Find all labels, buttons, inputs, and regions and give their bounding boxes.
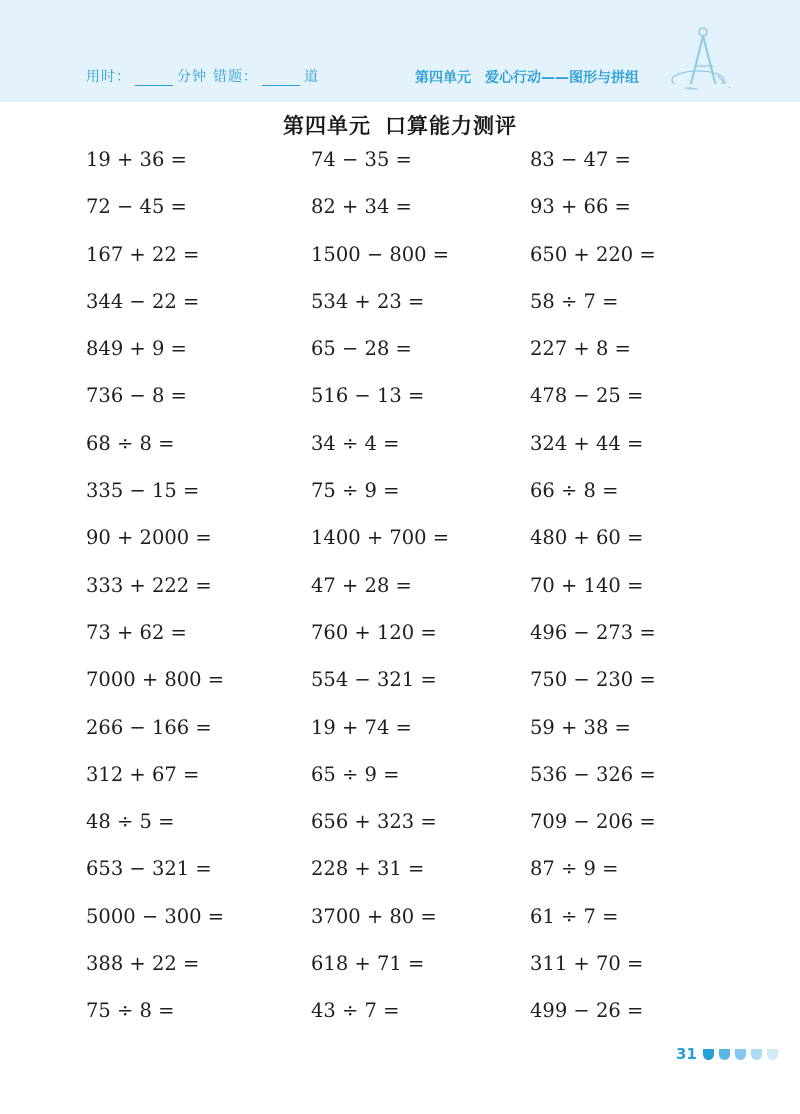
problem-14: 65 − 28 = xyxy=(311,337,412,361)
problem-44: 656 + 323 = xyxy=(311,810,437,834)
timer-line xyxy=(86,66,319,86)
problem-46: 653 − 321 = xyxy=(86,857,212,881)
problem-41: 65 ÷ 9 = xyxy=(311,762,400,786)
problem-16: 736 − 8 = xyxy=(86,384,187,408)
problem-48: 87 ÷ 9 = xyxy=(530,857,619,881)
problem-23: 75 ÷ 9 = xyxy=(311,479,400,503)
problem-45: 709 − 206 = xyxy=(530,810,656,834)
problem-39: 59 + 38 = xyxy=(530,715,631,739)
problem-11: 534 + 23 = xyxy=(311,289,425,313)
problem-49: 5000 − 300 = xyxy=(86,904,225,928)
problem-17: 516 − 13 = xyxy=(311,384,425,408)
problem-55: 75 ÷ 8 = xyxy=(86,999,175,1023)
problem-34: 7000 + 800 = xyxy=(86,668,225,692)
problem-20: 34 ÷ 4 = xyxy=(311,431,400,455)
problem-31: 73 + 62 = xyxy=(86,620,187,644)
problem-30: 70 + 140 = xyxy=(530,573,644,597)
errors-unit: 道 xyxy=(304,69,319,85)
problem-21: 324 + 44 = xyxy=(530,431,644,455)
problem-50: 3700 + 80 = xyxy=(311,904,437,928)
problem-22: 335 − 15 = xyxy=(86,479,200,503)
problem-51: 61 ÷ 7 = xyxy=(530,904,619,928)
errors-blank[interactable] xyxy=(262,71,300,86)
problem-13: 849 + 9 = xyxy=(86,337,187,361)
problem-10: 344 − 22 = xyxy=(86,289,200,313)
time-unit: 分钟 xyxy=(177,69,207,85)
problem-26: 1400 + 700 = xyxy=(311,526,450,550)
problem-9: 650 + 220 = xyxy=(530,242,656,266)
problem-24: 66 ÷ 8 = xyxy=(530,479,619,503)
problem-37: 266 − 166 = xyxy=(86,715,212,739)
problem-18: 478 − 25 = xyxy=(530,384,644,408)
drop-icon xyxy=(703,1049,714,1060)
problem-1: 19 + 36 = xyxy=(86,148,187,171)
problem-40: 312 + 67 = xyxy=(86,762,200,786)
problem-7: 167 + 22 = xyxy=(86,242,200,266)
problem-42: 536 − 326 = xyxy=(530,762,656,786)
problem-29: 47 + 28 = xyxy=(311,573,412,597)
problem-5: 82 + 34 = xyxy=(311,195,412,219)
problem-53: 618 + 71 = xyxy=(311,952,425,976)
problem-3: 83 − 47 = xyxy=(530,148,631,171)
unit-topic: 爱心行动——图形与拼组 xyxy=(485,70,639,86)
problem-25: 90 + 2000 = xyxy=(86,526,212,550)
problem-4: 72 − 45 = xyxy=(86,195,187,219)
unit-heading xyxy=(415,67,639,87)
problem-32: 760 + 120 = xyxy=(311,620,437,644)
page-footer xyxy=(676,1043,783,1065)
unit-label: 第四单元 xyxy=(415,70,471,86)
problem-57: 499 − 26 = xyxy=(530,999,644,1023)
page-title-unit: 第四单元 xyxy=(283,114,371,138)
time-blank[interactable] xyxy=(135,71,173,86)
problem-28: 333 + 222 = xyxy=(86,573,212,597)
problem-19: 68 ÷ 8 = xyxy=(86,431,175,455)
errors-label: 错题： xyxy=(213,69,258,85)
problem-52: 388 + 22 = xyxy=(86,952,200,976)
drop-icon xyxy=(735,1049,746,1060)
problem-54: 311 + 70 = xyxy=(530,952,644,976)
page-title xyxy=(0,110,800,140)
problem-47: 228 + 31 = xyxy=(311,857,425,881)
problem-6: 93 + 66 = xyxy=(530,195,631,219)
problem-2: 74 − 35 = xyxy=(311,148,412,171)
problem-15: 227 + 8 = xyxy=(530,337,631,361)
decorative-drops xyxy=(703,1049,783,1060)
problem-33: 496 − 273 = xyxy=(530,620,656,644)
problem-43: 48 ÷ 5 = xyxy=(86,810,175,834)
drop-icon xyxy=(751,1049,762,1060)
drop-icon xyxy=(719,1049,730,1060)
time-label: 用时： xyxy=(86,69,131,85)
page-title-name: 口算能力测评 xyxy=(385,114,517,138)
problem-grid xyxy=(86,146,726,1045)
problem-27: 480 + 60 = xyxy=(530,526,644,550)
problem-56: 43 ÷ 7 = xyxy=(311,999,400,1023)
problem-36: 750 − 230 = xyxy=(530,668,656,692)
problem-12: 58 ÷ 7 = xyxy=(530,289,619,313)
problem-35: 554 − 321 = xyxy=(311,668,437,692)
drop-icon xyxy=(767,1049,778,1060)
problem-8: 1500 − 800 = xyxy=(311,242,450,266)
header-wave xyxy=(0,84,800,110)
problem-38: 19 + 74 = xyxy=(311,715,412,739)
page-number: 31 xyxy=(676,1045,697,1063)
